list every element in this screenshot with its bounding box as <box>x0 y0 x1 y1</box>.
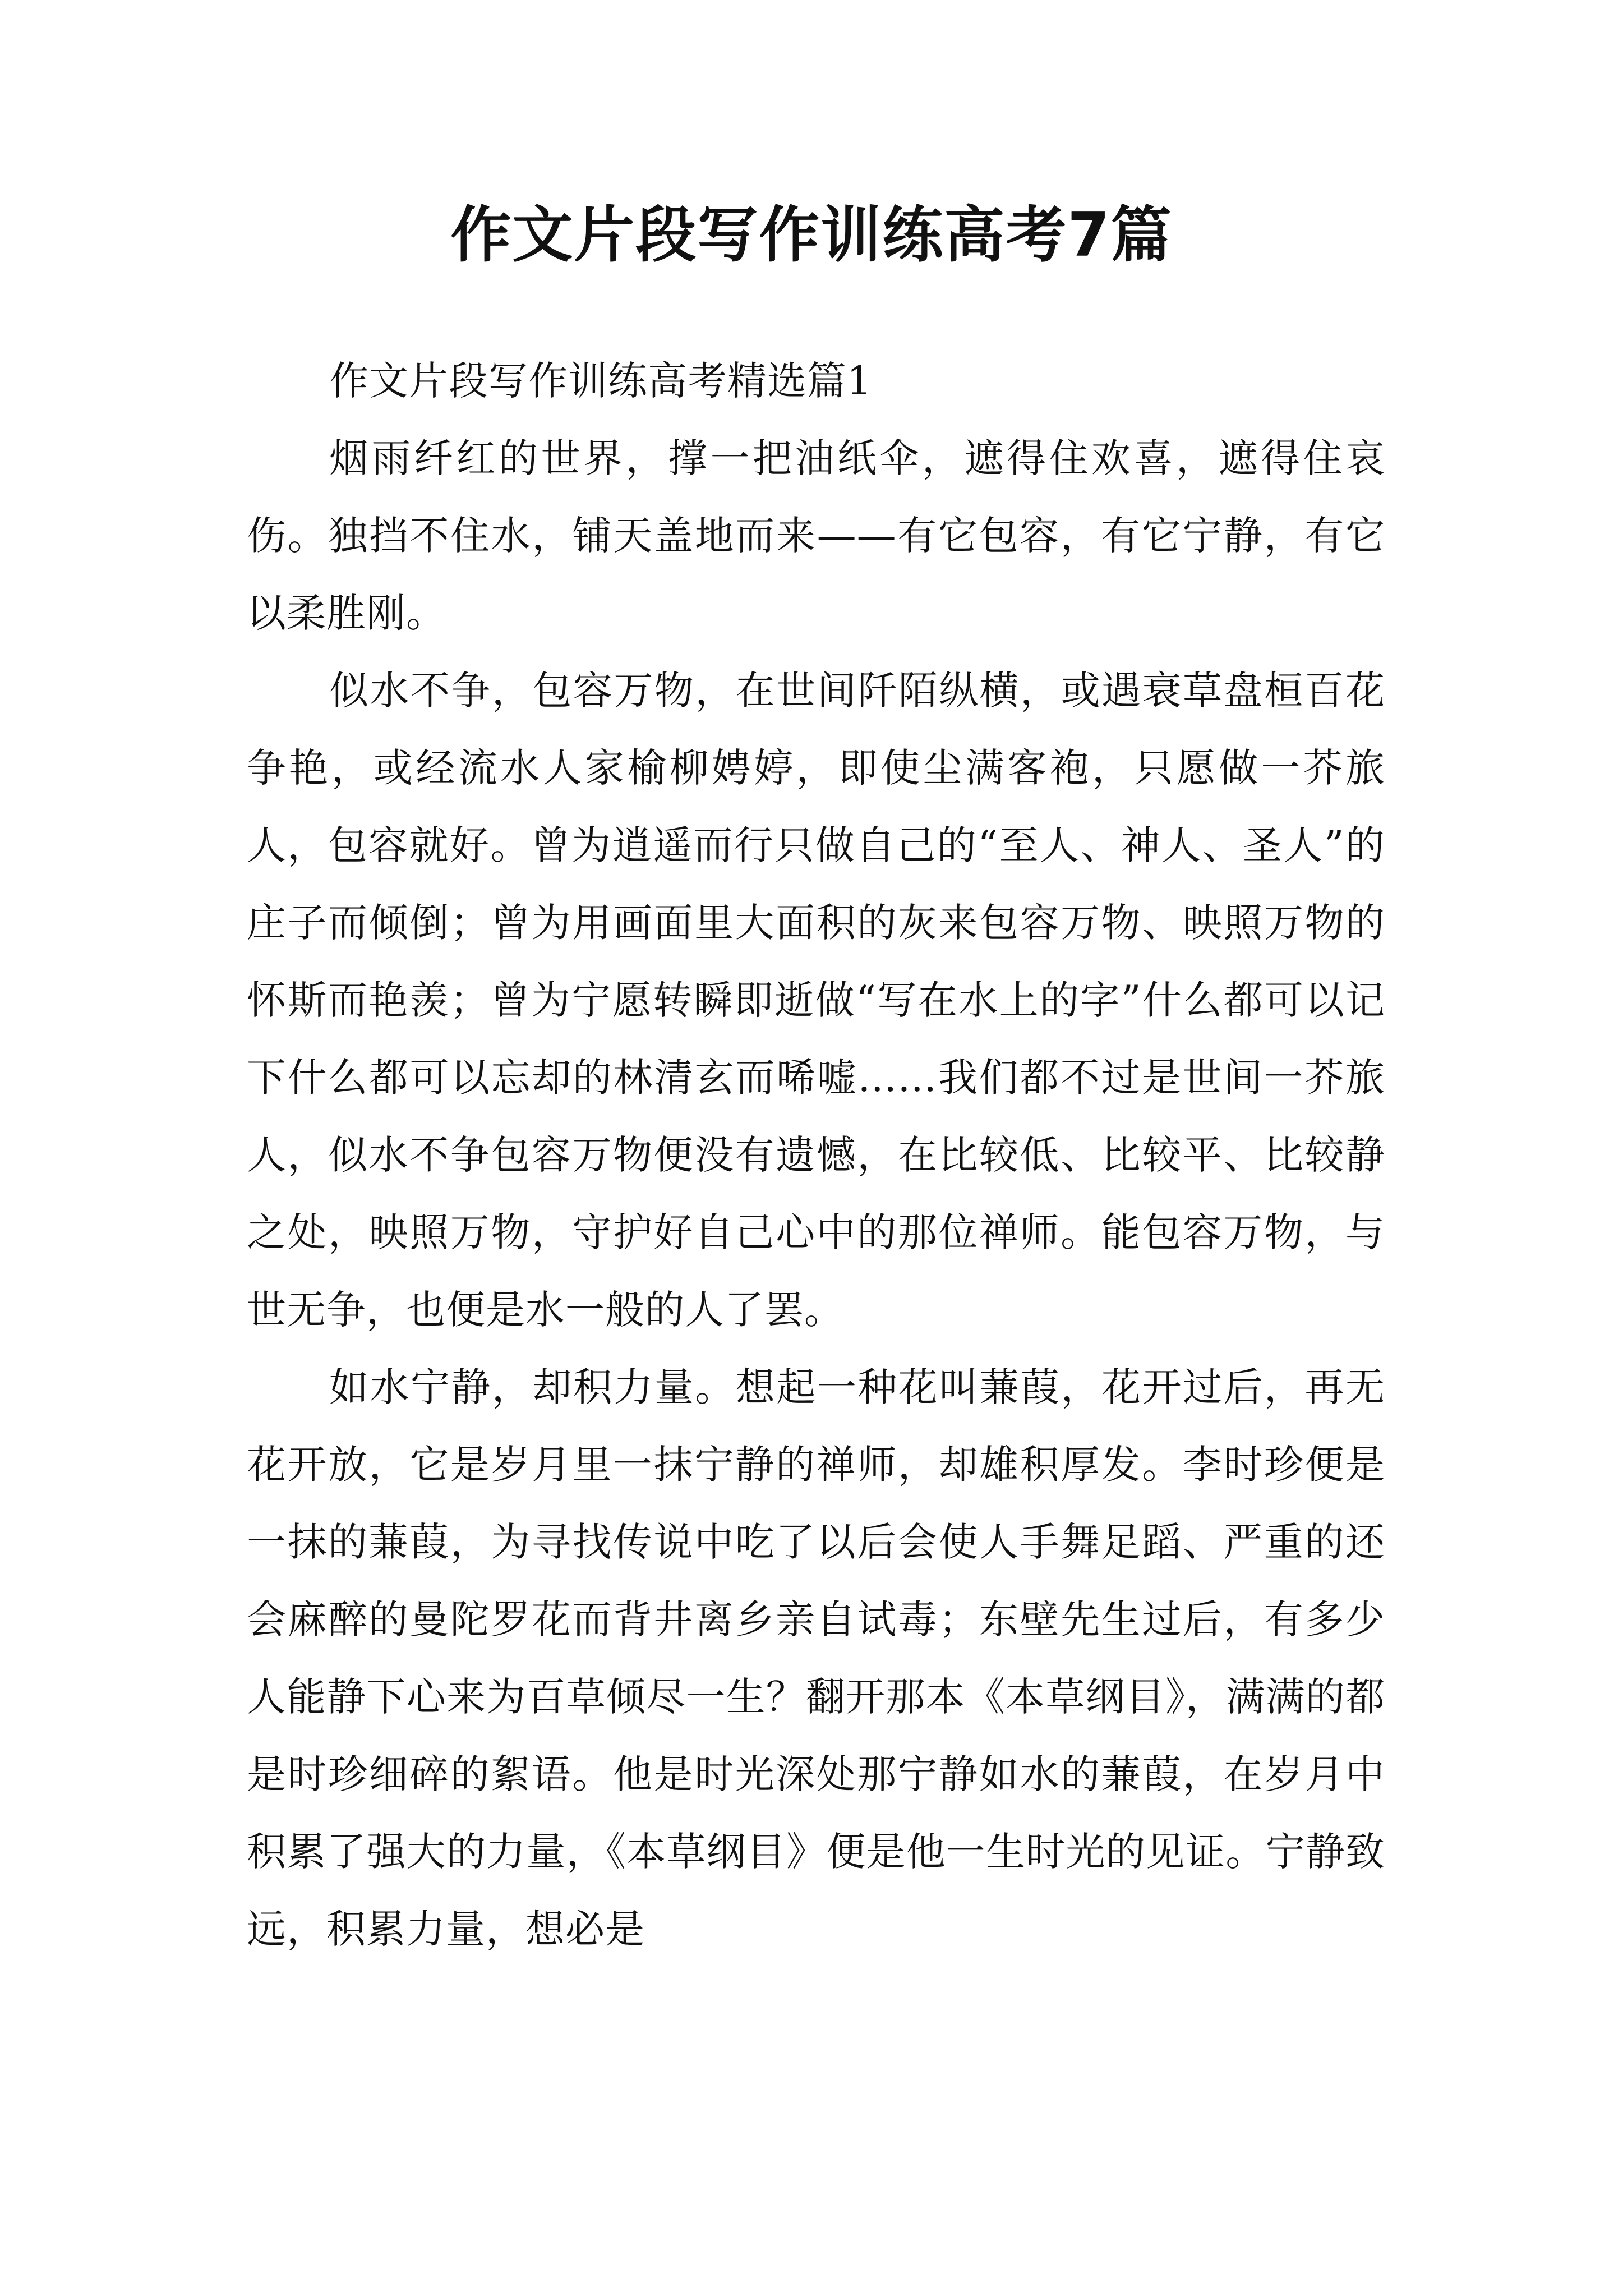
paragraph-1: 烟雨纤红的世界，撑一把油纸伞，遮得住欢喜，遮得住哀伤。独挡不住水，铺天盖地而来——有它包容，有它宁静，有它以柔胜刚。 <box>247 435 1385 636</box>
paragraph-2: 似水不争，包容万物，在世间阡陌纵横，或遇衰草盘桓百花争艳，或经流水人家榆柳娉婷，即使尘满客袍，只愿做一芥旅人，包容就好。曾为逍遥而行只做自己的“至人、神人、圣人”的庄子而倾倒；曾为用画面里大面积的灰来包容万物、映照万物的怀斯而艳羡；曾为宁愿转瞬即逝做“写在水上的字”什么都可以记下什么都可以忘却的林清玄而唏嘘……我们都不过是世间一芥旅人，似水不争包容万物便没有遗憾，在比较低、比较平、比较静之处，映照万物，守护好自己心中的那位禅师。能包容万物，与世无争，也便是水一般的人了罢。 <box>247 668 1385 1333</box>
document-body <box>247 342 1385 1968</box>
document-title: 作文片段写作训练高考7篇 <box>450 200 1173 270</box>
paragraph-3: 如水宁静，却积力量。想起一种花叫蒹葭，花开过后，再无花开放，它是岁月里一抹宁静的禅师，却雄积厚发。李时珍便是一抹的蒹葭，为寻找传说中吃了以后会使人手舞足蹈、严重的还会麻醉的曼陀罗花而背井离乡亲自试毒；东壁先生过后，有多少人能静下心来为百草倾尽一生？翻开那本《本草纲目》，满满的都是时珍细碎的絮语。他是时光深处那宁静如水的蒹葭，在岁月中积累了强大的力量，《本草纲目》便是他一生时光的见证。宁静致远，积累力量，想必是 <box>247 1364 1385 1952</box>
section-heading: 作文片段写作训练高考精选篇1 <box>329 358 873 404</box>
